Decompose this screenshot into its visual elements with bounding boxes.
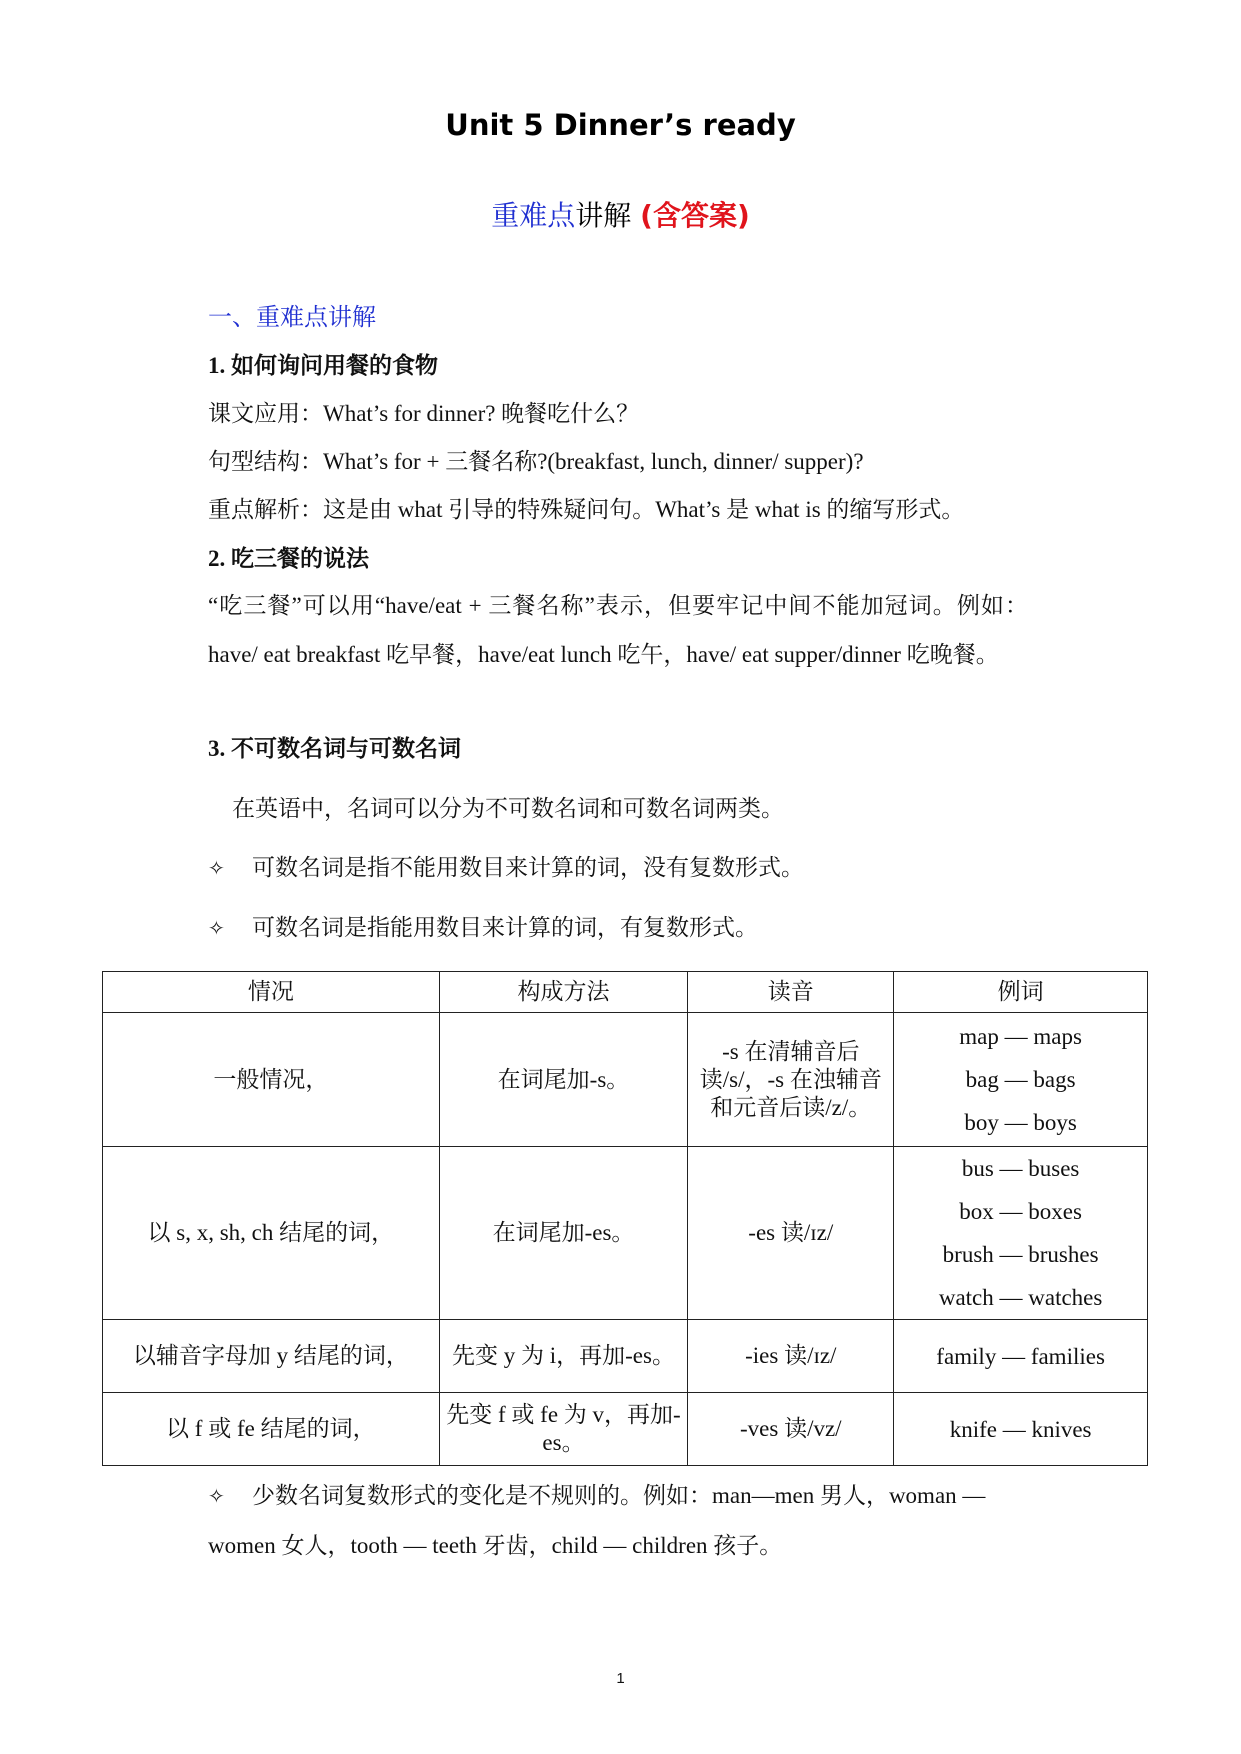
point1-line1: 课文应用：What’s for dinner? 晚餐吃什么？ [208, 401, 640, 426]
table-row [103, 1320, 1148, 1393]
subtitle-part2: 讲解 [575, 199, 632, 232]
table-cell-pron: -s 在清辅音后读/s/，-s 在浊辅音和元音后读/z/。 [688, 1013, 894, 1147]
table-row [103, 1013, 1148, 1147]
page-number: 1 [616, 1670, 625, 1687]
example-word: box — boxes [959, 1199, 1082, 1224]
bullet-icon: ✧ [208, 856, 225, 880]
point3-intro: 在英语中，名词可以分为不可数名词和可数名词两类。 [232, 796, 784, 821]
bullet-irregular [208, 1471, 1028, 1570]
table-header: 构成方法 [439, 972, 688, 1013]
table-header: 读音 [688, 972, 894, 1013]
table-cell-case: 以 s, x, sh, ch 结尾的词， [103, 1147, 440, 1320]
section-heading: 一、重难点讲解 [208, 305, 376, 331]
example-word: bus — buses [961, 1156, 1080, 1181]
table-cell-examples [894, 1147, 1148, 1320]
document-title: Unit 5 Dinner’s ready [445, 108, 796, 142]
table-cell-examples [894, 1393, 1148, 1466]
table-cell-case: 以辅音字母加 y 结尾的词， [103, 1320, 440, 1393]
example-word: family — families [936, 1343, 1105, 1369]
table-cell-case: 以 f 或 fe 结尾的词， [103, 1393, 440, 1466]
subtitle-part1: 重难点 [491, 199, 576, 232]
bullet-uncountable [208, 853, 804, 883]
point3-heading: 3. 不可数名词与可数名词 [208, 736, 461, 761]
bullet-text: 少数名词复数形式的变化是不规则的。例如：man—men 男人，woman —women 女人，tooth — teeth 牙齿，child — children 孩子。 [208, 1483, 986, 1558]
document-subtitle [0, 194, 1241, 234]
table-cell-method: 先变 f 或 fe 为 v，再加-es。 [439, 1393, 688, 1466]
point1-line2: 句型结构：What’s for + 三餐名称?(breakfast, lunch, dinner/ supper)? [208, 449, 864, 474]
point2-paragraph: “吃三餐”可以用“have/eat + 三餐名称”表示，但要牢记中间不能加冠词。例如：have/ eat breakfast 吃早餐，have/eat lunch 吃午，have/ eat supper/dinner 吃晚餐。 [208, 593, 1028, 667]
table-cell-examples [894, 1320, 1148, 1393]
table-cell-pron: -ves 读/vz/ [688, 1393, 894, 1466]
point1-heading: 1. 如何询问用餐的食物 [208, 353, 438, 378]
example-word: bag — bags [965, 1067, 1076, 1092]
table-header-row [103, 972, 1148, 1013]
plural-rules-table [102, 971, 1148, 1466]
example-word: brush — brushes [942, 1242, 1099, 1267]
bullet-icon: ✧ [208, 916, 225, 940]
point2-heading: 2. 吃三餐的说法 [208, 546, 369, 571]
table-cell-pron: -ies 读/ɪz/ [688, 1320, 894, 1393]
table-header: 情况 [103, 972, 440, 1013]
example-word: boy — boys [964, 1110, 1077, 1135]
example-word: knife — knives [949, 1416, 1092, 1442]
table-row [103, 1147, 1148, 1320]
bullet-text: 可数名词是指不能用数目来计算的词，没有复数形式。 [252, 855, 804, 880]
subtitle-part3: (含答案) [640, 199, 750, 232]
table-header: 例词 [894, 972, 1148, 1013]
point1-line3: 重点解析：这是由 what 引导的特殊疑问句。What’s 是 what is 的缩写形式。 [208, 497, 965, 522]
table-row [103, 1393, 1148, 1466]
table-cell-method: 在词尾加-s。 [439, 1013, 688, 1147]
bullet-icon: ✧ [208, 1484, 225, 1508]
bullet-text: 可数名词是指能用数目来计算的词，有复数形式。 [252, 915, 758, 940]
bullet-countable [208, 913, 758, 943]
table-cell-method: 先变 y 为 i，再加-es。 [439, 1320, 688, 1393]
example-word: map — maps [959, 1024, 1082, 1049]
example-word: watch — watches [938, 1285, 1103, 1310]
table-cell-method: 在词尾加-es。 [439, 1147, 688, 1320]
table-cell-pron: -es 读/ɪz/ [688, 1147, 894, 1320]
table-cell-examples [894, 1013, 1148, 1147]
table-cell-case: 一般情况， [103, 1013, 440, 1147]
